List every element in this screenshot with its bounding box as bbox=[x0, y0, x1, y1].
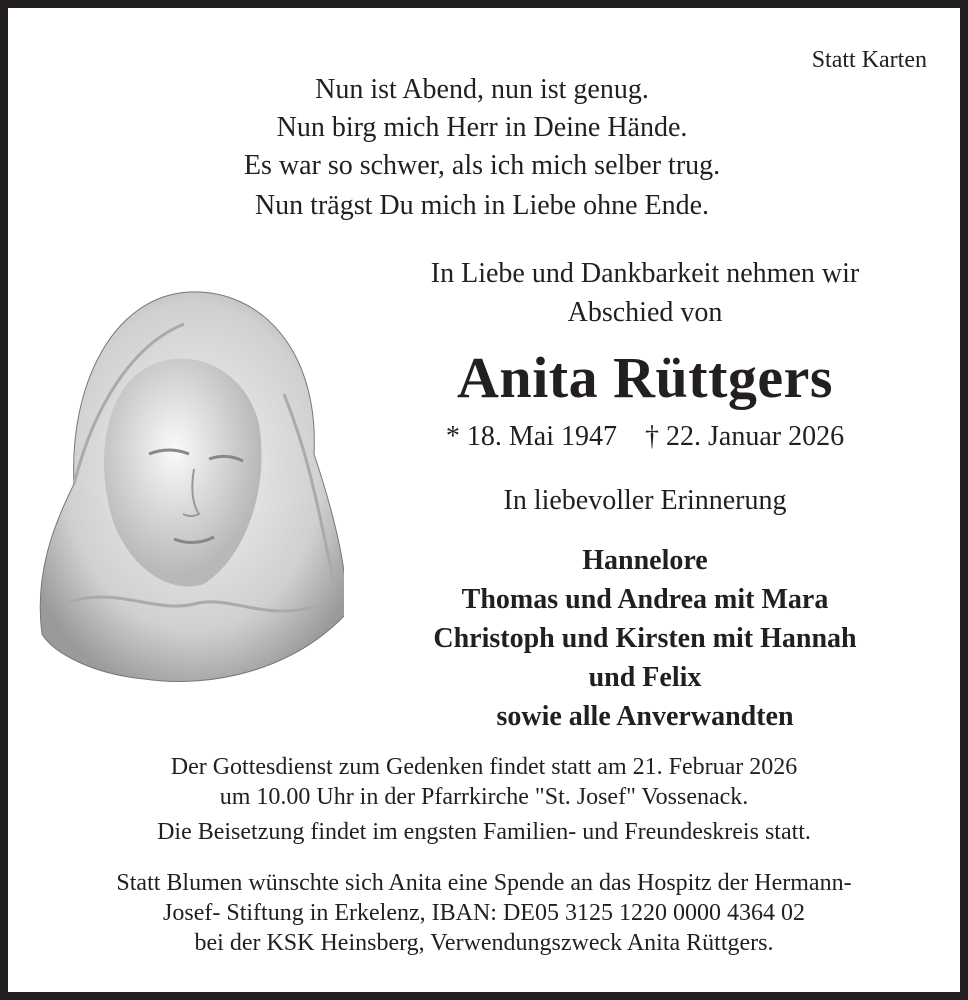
donation-line: Statt Blumen wünschte sich Anita eine Spende an das Hospitz der Hermann- bbox=[116, 870, 852, 896]
mourner-line: und Felix bbox=[588, 662, 702, 693]
donation-line: bei der KSK Heinsberg, Verwendungszweck Anita Rüttgers. bbox=[194, 930, 774, 956]
deceased-name: Anita Rüttgers bbox=[457, 345, 833, 410]
intro-line: In Liebe und Dankbarkeit nehmen wir bbox=[430, 258, 860, 289]
remembrance-line: In liebevoller Erinnerung bbox=[503, 485, 787, 516]
poem-line: Nun ist Abend, nun ist genug. bbox=[315, 74, 649, 105]
life-dates: * 18. Mai 1947 † 22. Januar 2026 bbox=[445, 421, 845, 452]
madonna-image bbox=[34, 284, 344, 684]
intro-line: Abschied von bbox=[567, 297, 723, 328]
service-line: um 10.00 Uhr in der Pfarrkirche "St. Josef" Vossenack. bbox=[219, 784, 749, 810]
donation-line: Josef- Stiftung in Erkelenz, IBAN: DE05 3125 1220 0000 4364 02 bbox=[163, 900, 805, 926]
poem-line: Es war so schwer, als ich mich selber trug. bbox=[243, 150, 721, 181]
mourner-line: sowie alle Anverwandten bbox=[496, 701, 794, 732]
mourner-line: Hannelore bbox=[582, 545, 708, 576]
mourner-line: Christoph und Kirsten mit Hannah bbox=[433, 623, 857, 654]
burial-line: Die Beisetzung findet im engsten Familien- und Freundeskreis statt. bbox=[157, 819, 811, 845]
poem-line: Nun trägst Du mich in Liebe ohne Ende. bbox=[254, 190, 710, 221]
poem-line: Nun birg mich Herr in Deine Hände. bbox=[276, 112, 688, 143]
service-line: Der Gottesdienst zum Gedenken findet statt am 21. Februar 2026 bbox=[170, 754, 798, 780]
mourner-line: Thomas und Andrea mit Mara bbox=[461, 584, 829, 615]
statt-karten-label: Statt Karten bbox=[811, 47, 927, 73]
